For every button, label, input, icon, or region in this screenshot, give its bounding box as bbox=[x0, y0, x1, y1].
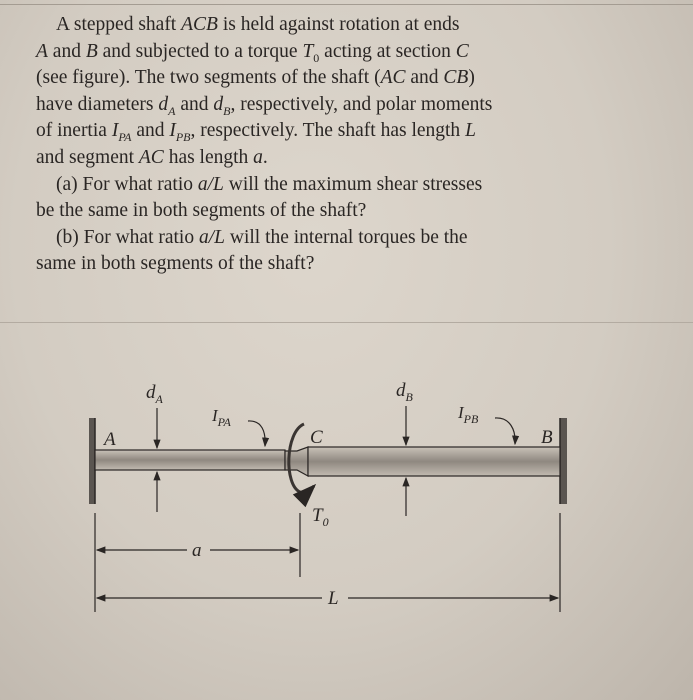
wall-A bbox=[89, 418, 95, 504]
text-run: , respectively, and polar moments bbox=[230, 93, 493, 115]
math-variable: a/L bbox=[198, 226, 225, 248]
text-run: same in both segments of the shaft? bbox=[36, 253, 315, 275]
subscript: PA bbox=[217, 415, 231, 429]
text-run: acting at section bbox=[319, 40, 456, 62]
text-run: and bbox=[175, 93, 214, 115]
text-run: ) bbox=[468, 67, 475, 89]
math-variable: T bbox=[302, 40, 314, 62]
text-run: (b) For what ratio bbox=[56, 226, 199, 248]
text-run: and bbox=[47, 40, 86, 62]
label-IPA: $I_{PA}$ bbox=[212, 406, 231, 429]
math-variable: C bbox=[455, 40, 469, 62]
IPA-leader bbox=[248, 421, 265, 446]
math-variable: a/L bbox=[197, 173, 224, 195]
math-variable: B bbox=[223, 103, 231, 118]
label-a: a bbox=[192, 540, 202, 561]
label-L: L bbox=[328, 588, 339, 609]
label-IPB: $I_{PB}$ bbox=[458, 403, 479, 426]
text-run: have diameters bbox=[36, 93, 159, 115]
text-run: (a) For what ratio bbox=[56, 173, 198, 195]
text-run: (see figure). The two segments of the shaft ( bbox=[36, 67, 381, 89]
math-variable: A bbox=[36, 40, 48, 62]
text-run: and bbox=[131, 120, 170, 142]
math-variable: a bbox=[253, 146, 263, 168]
text-run: A stepped shaft bbox=[56, 14, 182, 35]
wall-B bbox=[560, 418, 567, 504]
math-variable: PA bbox=[118, 130, 132, 145]
math-variable: d bbox=[158, 93, 169, 115]
text-run: of inertia bbox=[36, 120, 112, 142]
math-variable: AC bbox=[138, 146, 164, 168]
label-dB: $d_B$ bbox=[396, 380, 413, 404]
text-run: . bbox=[262, 146, 268, 168]
math-variable: ACB bbox=[181, 14, 218, 35]
label-B: B bbox=[541, 427, 553, 448]
math-variable: PB bbox=[175, 130, 191, 145]
text-run: and subjected to a torque bbox=[97, 40, 303, 62]
math-variable: B bbox=[85, 40, 98, 62]
subscript: 0 bbox=[322, 515, 329, 529]
text-run: be the same in both segments of the shaft? bbox=[36, 200, 367, 222]
text-run: , respectively. The shaft has length bbox=[190, 120, 466, 142]
math-variable: d bbox=[213, 93, 224, 115]
math-variable: CB bbox=[443, 67, 469, 89]
text-run: will the internal torques be the bbox=[224, 226, 468, 248]
shaft-segment-AC bbox=[95, 450, 285, 470]
math-variable: L bbox=[465, 120, 476, 142]
shaft-segment-CB bbox=[308, 447, 560, 476]
label-C: C bbox=[310, 427, 323, 448]
label-dA: $d_A$ bbox=[146, 382, 163, 406]
text-run: has length bbox=[163, 146, 254, 168]
label-A: A bbox=[104, 429, 116, 450]
math-variable: I bbox=[169, 120, 176, 142]
subscript: 0 bbox=[313, 50, 320, 65]
math-variable: A bbox=[168, 103, 176, 118]
math-variable: AC bbox=[380, 67, 406, 89]
subscript: A bbox=[155, 392, 163, 406]
text-run: and bbox=[405, 67, 444, 89]
IPB-leader bbox=[495, 418, 515, 444]
subscript: B bbox=[405, 390, 413, 404]
subscript: PB bbox=[463, 412, 479, 426]
text-run: and segment bbox=[36, 146, 139, 168]
text-run: is held against rotation at ends bbox=[217, 14, 460, 35]
math-variable: I bbox=[111, 120, 119, 142]
text-run: will the maximum shear stresses bbox=[223, 173, 483, 195]
label-T0: $T_0$ bbox=[312, 505, 329, 529]
